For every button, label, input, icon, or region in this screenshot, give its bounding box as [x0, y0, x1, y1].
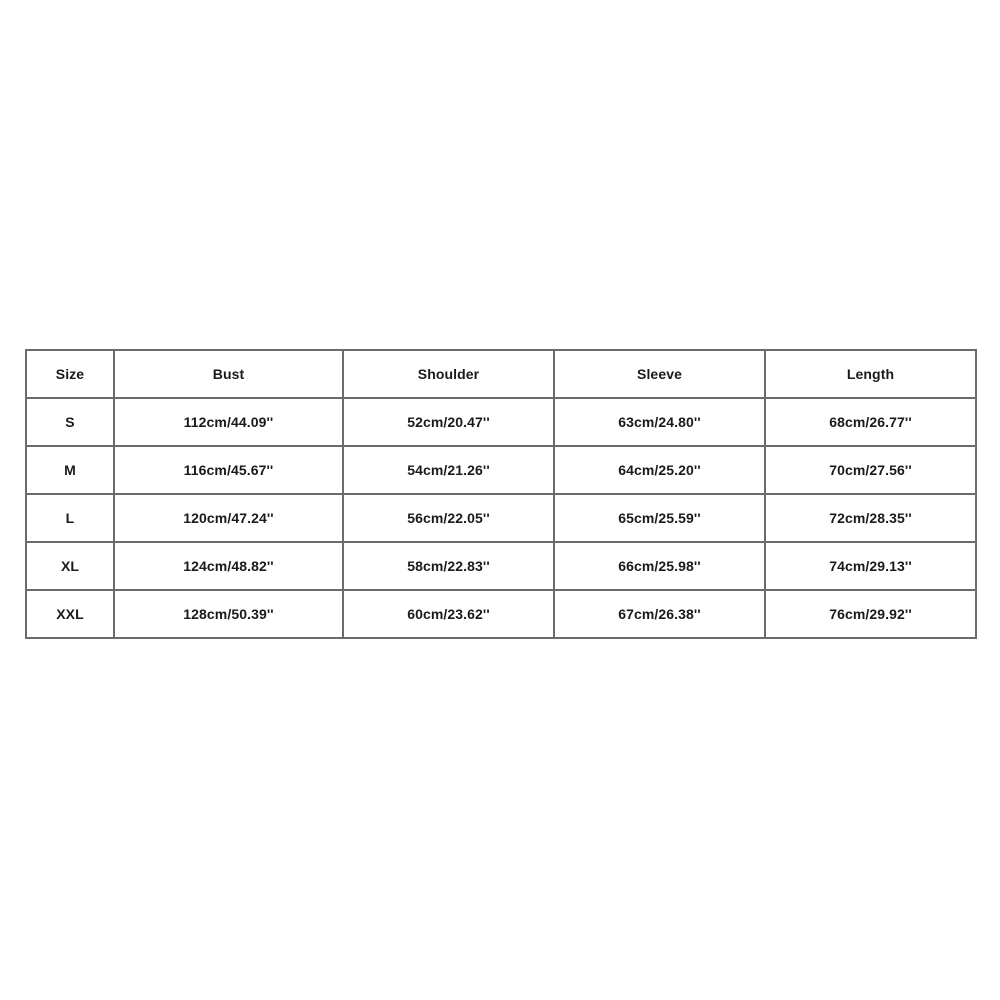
- shoulder-cell: 56cm/22.05'': [343, 494, 554, 542]
- header-sleeve: Sleeve: [554, 350, 765, 398]
- size-chart-table: [25, 349, 977, 639]
- table-row: [26, 542, 976, 590]
- table-row: [26, 398, 976, 446]
- header-bust: Bust: [114, 350, 343, 398]
- sleeve-cell: 66cm/25.98'': [554, 542, 765, 590]
- length-cell: 72cm/28.35'': [765, 494, 976, 542]
- size-cell: XL: [26, 542, 114, 590]
- bust-cell: 116cm/45.67'': [114, 446, 343, 494]
- header-row: [26, 350, 976, 398]
- shoulder-cell: 54cm/21.26'': [343, 446, 554, 494]
- size-cell: M: [26, 446, 114, 494]
- bust-cell: 124cm/48.82'': [114, 542, 343, 590]
- bust-cell: 128cm/50.39'': [114, 590, 343, 638]
- shoulder-cell: 58cm/22.83'': [343, 542, 554, 590]
- header-shoulder: Shoulder: [343, 350, 554, 398]
- size-cell: XXL: [26, 590, 114, 638]
- size-cell: S: [26, 398, 114, 446]
- sleeve-cell: 63cm/24.80'': [554, 398, 765, 446]
- bust-cell: 112cm/44.09'': [114, 398, 343, 446]
- table-row: [26, 446, 976, 494]
- shoulder-cell: 60cm/23.62'': [343, 590, 554, 638]
- header-size: Size: [26, 350, 114, 398]
- sleeve-cell: 67cm/26.38'': [554, 590, 765, 638]
- shoulder-cell: 52cm/20.47'': [343, 398, 554, 446]
- length-cell: 76cm/29.92'': [765, 590, 976, 638]
- sleeve-cell: 64cm/25.20'': [554, 446, 765, 494]
- table-row: [26, 590, 976, 638]
- length-cell: 74cm/29.13'': [765, 542, 976, 590]
- header-length: Length: [765, 350, 976, 398]
- size-cell: L: [26, 494, 114, 542]
- table-row: [26, 494, 976, 542]
- bust-cell: 120cm/47.24'': [114, 494, 343, 542]
- length-cell: 68cm/26.77'': [765, 398, 976, 446]
- sleeve-cell: 65cm/25.59'': [554, 494, 765, 542]
- length-cell: 70cm/27.56'': [765, 446, 976, 494]
